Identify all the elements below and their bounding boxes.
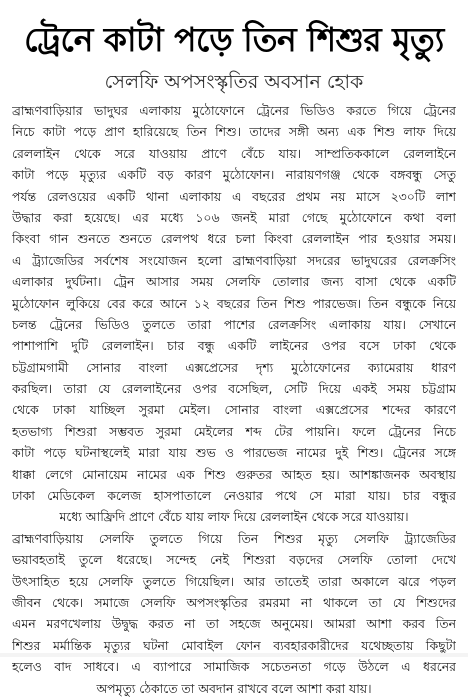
article-line: ব্রাহ্মণবাড়িয়ার ভাদুঘর এলাকায় মুঠোফোনে ট্রেনের ভিডিও করতে গিয়ে ট্রেনের xyxy=(12,103,456,118)
article-line: কিংবা গান শুনতে শুনতে রেলপথ ধরে চলা কিংবা রেললাইন পার হওয়ার সময়। xyxy=(12,231,456,247)
article-line: থেকে ঢাকা যাচ্ছিল সুরমা মেইল। সোনার বাংলা এক্সপ্রেসের শব্দের কারণে xyxy=(12,402,456,418)
article-body xyxy=(12,100,456,699)
article-line: ভয়াবহতাই তুলে ধরেছে। সন্দেহ নেই শিশুরা বড়দের সেলফি তোলা দেখে xyxy=(12,552,456,568)
article-line: চলন্ত ট্রেনের ভিডিও তুলতে তারা পাশের রেলক্রসিং এলাকায় যায়। সেখানে xyxy=(12,316,456,332)
clipped-top-text xyxy=(0,0,468,10)
article-subheadline: সেলফি অপসংস্কৃতির অবসান হোক xyxy=(104,71,364,93)
article-line: মধ্যে আফ্রিদি প্রাণে বেঁচে যায় লাফ দিয়ে রেললাইন থেকে সরে যাওয়ায়। xyxy=(59,509,409,525)
article-line: মুঠোফোন লুকিয়ে বের করে আনে ১২ বছরের তিন শিশু পারভেজ। তিন বন্ধুকে নিয়ে xyxy=(12,295,456,311)
article-line: ব্রাহ্মণবাড়িয়ায় সেলফি তুলতে গিয়ে তিন শিশুর মৃত্যু সেলফি ট্র্যাজেডির xyxy=(12,530,456,546)
article-line: এলাকার দুর্ঘটনা। ট্রেন আসার সময় সেলফি তোলার জন্য বাসা থেকে একটি xyxy=(12,274,456,290)
article-line: জীবন থেকে। সমাজে সেলফি অপসংস্কৃতির রমরমা না থাকলে তা যে শিশুদের xyxy=(12,594,456,610)
article-line: ধাক্কা লেগে মোনায়েম নামের এক শিশু গুরুতর আহত হয়। আশঙ্কাজনক অবস্থায় xyxy=(12,466,456,482)
article-line: উদ্ধার করা হয়েছে। এর মধ্যে ১০৬ জনই মারা গেছে মুঠোফোনে কথা বলা xyxy=(12,209,456,225)
article-line: নিচে কাটা পড়ে প্রাণ হারিয়েছে তিন শিশু। তাদের সঙ্গী অন্য এক শিশু লাফ দিয়ে xyxy=(12,124,456,140)
article-line: পর্যন্ত রেলওয়ের একটি থানা এলাকায় এ বছরের প্রথম নয় মাসে ২৩০টি লাশ xyxy=(12,188,456,204)
article-line: এ ট্র্যাজেডির সর্বশেষ সংযোজন হলো ব্রাহ্মণবাড়িয়া সদরের ভাদুঘরের রেলক্রসিং xyxy=(12,252,456,268)
article-line: পাশাপাশি দুটি রেললাইন। চার বন্ধু একটি লাইনের ওপর বসে ঢাকা থেকে xyxy=(12,338,456,354)
article-line: হলেও বাদ সাধবে। এ ব্যাপারে সামাজিক সচেতনতা গড়ে উঠলে এ ধরনের xyxy=(12,659,456,675)
article-headline: ট্রেনে কাটা পড়ে তিন শিশুর মৃত্যু xyxy=(24,20,444,59)
article-line: শিশুর মর্মান্তিক মৃত্যুর ঘটনা মোবাইল ফোন ব্যবহারকারীদের যথেচ্ছতায় কিছুটা xyxy=(12,637,456,653)
article-line: চট্টগ্রামগামী সোনার বাংলা এক্সপ্রেসের দৃশ্য মুঠোফোনের ক্যামেরায় ধারণ xyxy=(12,359,456,375)
article-line: উৎসাহিত হয়ে সেলফি তুলতে গিয়েছিল। আর তাতেই তারা অকালে ঝরে পড়ল xyxy=(12,573,456,589)
article-line: কাটা পড়ে ঘটনাস্থলেই মারা যায় শুভ ও পারভেজ নামের দুই শিশু। ট্রেনের সঙ্গে xyxy=(12,445,456,461)
article-line: কাটা পড়ে মৃত্যুর একটি বড় কারণ মুঠোফোন। নারায়ণগঞ্জ থেকে বঙ্গবন্ধু সেতু xyxy=(12,167,456,183)
article-line: ঢাকা মেডিকেল কলেজ হাসপাতালে নেওয়ার পথে সে মারা যায়। চার বন্ধুর xyxy=(12,488,456,504)
article-line: এমন মরণখেলায় উদ্বুদ্ধ করত না তা সহজে অনুমেয়। আমরা আশা করব তিন xyxy=(12,616,456,632)
article-line: অপমৃত্যু ঠেকাতে তা অবদান রাখবে বলে আশা করা যায়। xyxy=(96,680,372,696)
article-line: করছিল। তারা যে রেললাইনের ওপর বসেছিল, সেটি দিয়ে একই সময় চট্টগ্রাম xyxy=(12,381,456,397)
article-line: হতভাগ্য শিশুরা সম্ভবত সুরমা মেইলের শব্দ টের পায়নি। ফলে ট্রেনের নিচে xyxy=(12,423,456,439)
page-edge xyxy=(0,653,468,657)
article-line: রেললাইন থেকে সরে যাওয়ায় প্রাণে বেঁচে যায়। সাম্প্রতিককালে রেললাইনে xyxy=(12,145,456,161)
